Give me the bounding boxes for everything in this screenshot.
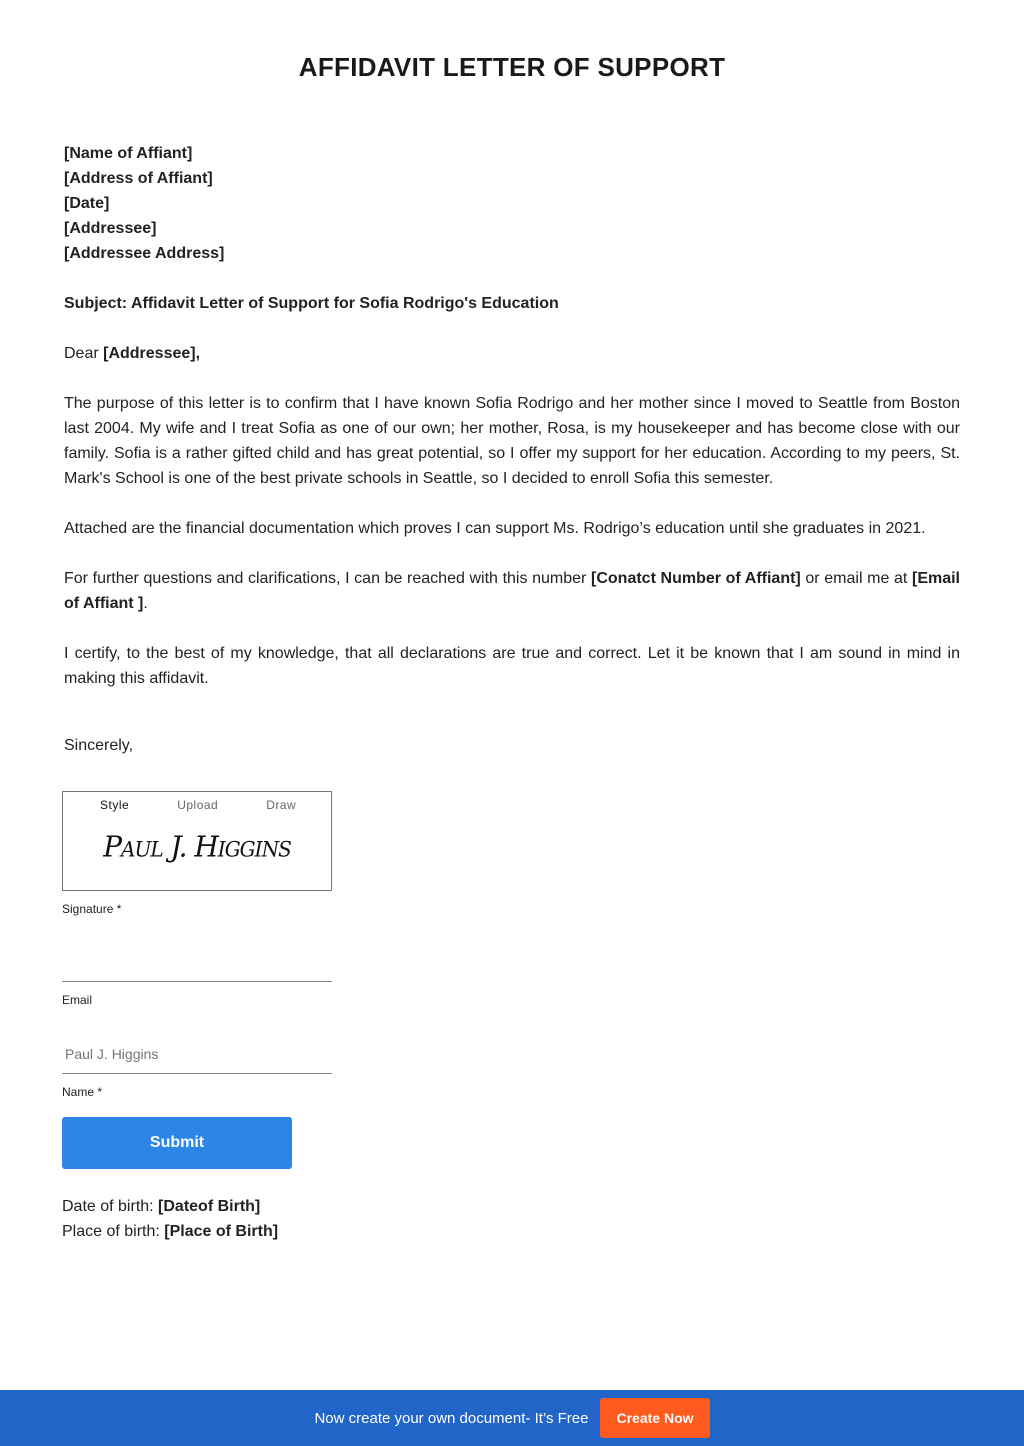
pob-value: [Place of Birth] (164, 1223, 279, 1240)
paragraph-4: I certify, to the best of my knowledge, that all declarations are true and correct. Let it be known that I am sound in mind in making this affidavit. (64, 645, 960, 687)
footer-text: Now create your own document- It’s Free (314, 1409, 589, 1427)
p3-text: For further questions and clarifications, I can be reached with this number (64, 570, 592, 587)
affiant-email: [Email of Affiant ] (64, 570, 960, 612)
greeting-text: Dear (64, 345, 104, 362)
page-title: AFFIDAVIT LETTER OF SUPPORT (298, 52, 726, 82)
pob-label: Place of birth: (62, 1223, 165, 1240)
affiant-name: [Name of Affiant] (64, 145, 193, 162)
greeting-name: [Addressee], (103, 345, 201, 362)
tab-draw[interactable]: Draw (266, 798, 297, 812)
email-field[interactable] (62, 981, 332, 982)
signature-label: Signature * (62, 902, 122, 916)
letter-body (64, 141, 960, 783)
footer-banner (0, 1390, 1024, 1446)
birth-info (62, 1194, 278, 1244)
header-block (64, 141, 960, 266)
name-input[interactable] (62, 1036, 335, 1072)
tab-style[interactable]: Style (100, 798, 130, 812)
paragraph-2: Attached are the financial documentation which proves I can support Ms. Rodrigo’s education until she graduates in 2021. (64, 520, 926, 537)
tab-upload[interactable]: Upload (177, 798, 219, 812)
greeting (64, 341, 960, 366)
closing: Sincerely, (64, 737, 134, 754)
dob-label: Date of birth: (62, 1198, 159, 1215)
p3-text: . (143, 595, 148, 612)
paragraph-1: The purpose of this letter is to confirm that I have known Sofia Rodrigo and her mother since I moved to Seattle from Boston last 2004. My wife and I treat Sofia as one of our own; her mother, Rosa, is my housekeeper and has become close with our family. Sofia is a rather gifted child and has great potential, so I offer my support for her education. According to my peers, St. Mark's School is one of the best private schools in Seattle, so I decided to enroll Sofia this semester. (64, 395, 960, 487)
paragraph-3 (64, 566, 960, 616)
create-now-button[interactable]: Create Now (600, 1398, 709, 1438)
p3-text: or email me at (800, 570, 912, 587)
submit-button[interactable]: Submit (62, 1117, 292, 1169)
signature-tabs (63, 798, 331, 812)
affiant-address: [Address of Affiant] (64, 170, 213, 187)
signature-image: Paul J. Higgins (103, 829, 291, 864)
name-label: Name * (62, 1085, 103, 1099)
subject: Subject: Affidavit Letter of Support for Sofia Rodrigo's Education (64, 295, 559, 312)
contact-number: [Conatct Number of Affiant] (591, 570, 801, 587)
addressee-address: [Addressee Address] (64, 245, 225, 262)
name-underline (62, 1073, 332, 1074)
email-label: Email (62, 993, 93, 1007)
dob-value: [Dateof Birth] (158, 1198, 261, 1215)
addressee: [Addressee] (64, 220, 157, 237)
date: [Date] (64, 195, 110, 212)
signature-pad[interactable] (62, 791, 332, 891)
